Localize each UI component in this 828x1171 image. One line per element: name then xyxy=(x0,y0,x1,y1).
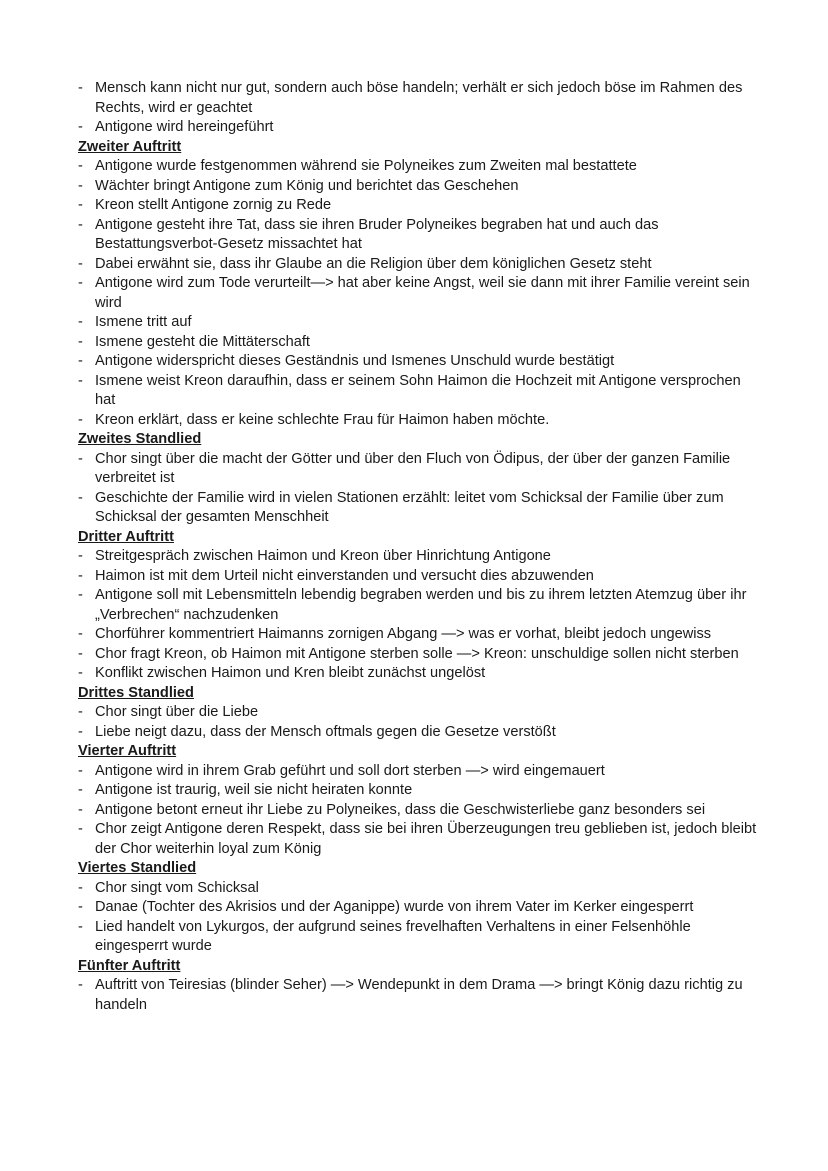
section xyxy=(78,79,758,138)
bullet-item: - Antigone gesteht ihre Tat, dass sie ihren Bruder Polyneikes begraben hat und auch das Bestattungsverbot-Gesetz missachtet hat xyxy=(78,216,758,255)
bullet-list xyxy=(78,976,758,1015)
bullet-item: - Chor singt über die macht der Götter und über den Fluch von Ödipus, der über der ganzen Familie verbreitet ist xyxy=(78,450,758,489)
bullet-list xyxy=(78,547,758,684)
bullet-item: - Liebe neigt dazu, dass der Mensch oftmals gegen die Gesetze verstößt xyxy=(78,723,758,743)
document-page xyxy=(78,79,758,1015)
bullet-list xyxy=(78,79,758,138)
section xyxy=(78,528,758,684)
section xyxy=(78,742,758,859)
bullet-list xyxy=(78,879,758,957)
bullet-item: - Geschichte der Familie wird in vielen Stationen erzählt: leitet vom Schicksal der Familie über zum Schicksal der gesamten Menschheit xyxy=(78,489,758,528)
bullet-item: - Antigone soll mit Lebensmitteln lebendig begraben werden und bis zu ihrem letzten Atemzug über ihr „Verbrechen“ nachzudenken xyxy=(78,586,758,625)
bullet-item: - Kreon erklärt, dass er keine schlechte Frau für Haimon haben möchte. xyxy=(78,411,758,431)
section xyxy=(78,430,758,528)
section xyxy=(78,957,758,1016)
bullet-item: - Antigone ist traurig, weil sie nicht heiraten konnte xyxy=(78,781,758,801)
bullet-list xyxy=(78,762,758,860)
bullet-item: - Antigone wurde festgenommen während sie Polyneikes zum Zweiten mal bestattete xyxy=(78,157,758,177)
bullet-item: - Danae (Tochter des Akrisios und der Aganippe) wurde von ihrem Vater im Kerker eingesperrt xyxy=(78,898,758,918)
bullet-list xyxy=(78,157,758,430)
bullet-item: - Haimon ist mit dem Urteil nicht einverstanden und versucht dies abzuwenden xyxy=(78,567,758,587)
section-heading: Zweiter Auftritt xyxy=(78,138,182,155)
bullet-item: - Chor singt über die Liebe xyxy=(78,703,758,723)
section-heading: Dritter Auftritt xyxy=(78,528,174,545)
section xyxy=(78,859,758,957)
section xyxy=(78,684,758,743)
bullet-item: - Lied handelt von Lykurgos, der aufgrund seines frevelhaften Verhaltens in einer Felsenhöhle eingesperrt wurde xyxy=(78,918,758,957)
bullet-item: - Streitgespräch zwischen Haimon und Kreon über Hinrichtung Antigone xyxy=(78,547,758,567)
bullet-item: - Auftritt von Teiresias (blinder Seher) —> Wendepunkt in dem Drama —> bringt König dazu richtig zu handeln xyxy=(78,976,758,1015)
bullet-item: - Antigone wird hereingeführt xyxy=(78,118,758,138)
section-heading: Zweites Standlied xyxy=(78,431,202,447)
section-heading: Drittes Standlied xyxy=(78,684,194,701)
section-heading: Fünfter Auftritt xyxy=(78,957,181,974)
bullet-item: - Antigone wird zum Tode verurteilt—> hat aber keine Angst, weil sie dann mit ihrer Familie vereint sein wird xyxy=(78,274,758,313)
bullet-item: - Dabei erwähnt sie, dass ihr Glaube an die Religion über dem königlichen Gesetz steht xyxy=(78,255,758,275)
section-heading: Vierter Auftritt xyxy=(78,743,177,759)
bullet-list xyxy=(78,450,758,528)
bullet-item: - Ismene tritt auf xyxy=(78,313,758,333)
section-heading: Viertes Standlied xyxy=(78,860,197,876)
bullet-item: - Chorführer kommentriert Haimanns zornigen Abgang —> was er vorhat, bleibt jedoch ungewiss xyxy=(78,625,758,645)
bullet-item: - Wächter bringt Antigone zum König und berichtet das Geschehen xyxy=(78,177,758,197)
bullet-item: - Mensch kann nicht nur gut, sondern auch böse handeln; verhält er sich jedoch böse im Rahmen des Rechts, wird er geachtet xyxy=(78,79,758,118)
bullet-item: - Antigone widerspricht dieses Geständnis und Ismenes Unschuld wurde bestätigt xyxy=(78,352,758,372)
bullet-item: - Konflikt zwischen Haimon und Kren bleibt zunächst ungelöst xyxy=(78,664,758,684)
bullet-item: - Ismene weist Kreon daraufhin, dass er seinem Sohn Haimon die Hochzeit mit Antigone versprochen hat xyxy=(78,372,758,411)
bullet-item: - Kreon stellt Antigone zornig zu Rede xyxy=(78,196,758,216)
bullet-item: - Chor fragt Kreon, ob Haimon mit Antigone sterben solle —> Kreon: unschuldige sollen nicht sterben xyxy=(78,645,758,665)
bullet-item: - Antigone wird in ihrem Grab geführt und soll dort sterben —> wird eingemauert xyxy=(78,762,758,782)
section xyxy=(78,138,758,431)
bullet-item: - Chor zeigt Antigone deren Respekt, dass sie bei ihren Überzeugungen treu geblieben ist, jedoch bleibt der Chor weiterhin loyal zum König xyxy=(78,820,758,859)
bullet-item: - Chor singt vom Schicksal xyxy=(78,879,758,899)
bullet-item: - Ismene gesteht die Mittäterschaft xyxy=(78,333,758,353)
bullet-list xyxy=(78,703,758,742)
bullet-item: - Antigone betont erneut ihr Liebe zu Polyneikes, dass die Geschwisterliebe ganz besonders sei xyxy=(78,801,758,821)
